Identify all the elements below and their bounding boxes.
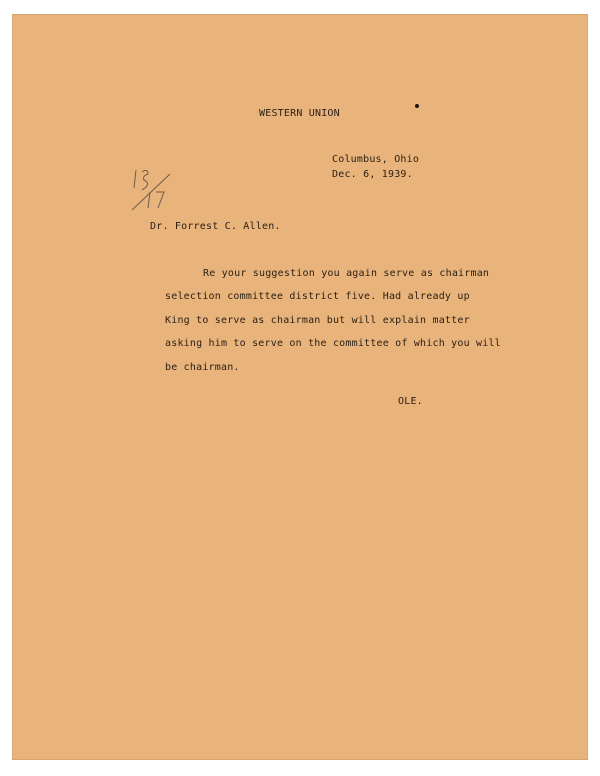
body-line: asking him to serve on the committee of which you will bbox=[165, 338, 501, 349]
document-page bbox=[12, 14, 588, 760]
ink-dot bbox=[415, 104, 419, 108]
body-line: selection committee district five. Had already up bbox=[165, 291, 470, 302]
handwritten-note bbox=[128, 162, 178, 222]
signature: OLE. bbox=[398, 396, 423, 407]
body-line: be chairman. bbox=[165, 362, 240, 373]
recipient-line: Dr. Forrest C. Allen. bbox=[150, 221, 281, 232]
telegram-heading: WESTERN UNION bbox=[259, 108, 340, 119]
body-line: Re your suggestion you again serve as chairman bbox=[203, 268, 490, 279]
date-line: Dec. 6, 1939. bbox=[332, 169, 413, 180]
body-line: King to serve as chairman but will explain matter bbox=[165, 315, 470, 326]
place-line: Columbus, Ohio bbox=[332, 154, 420, 165]
